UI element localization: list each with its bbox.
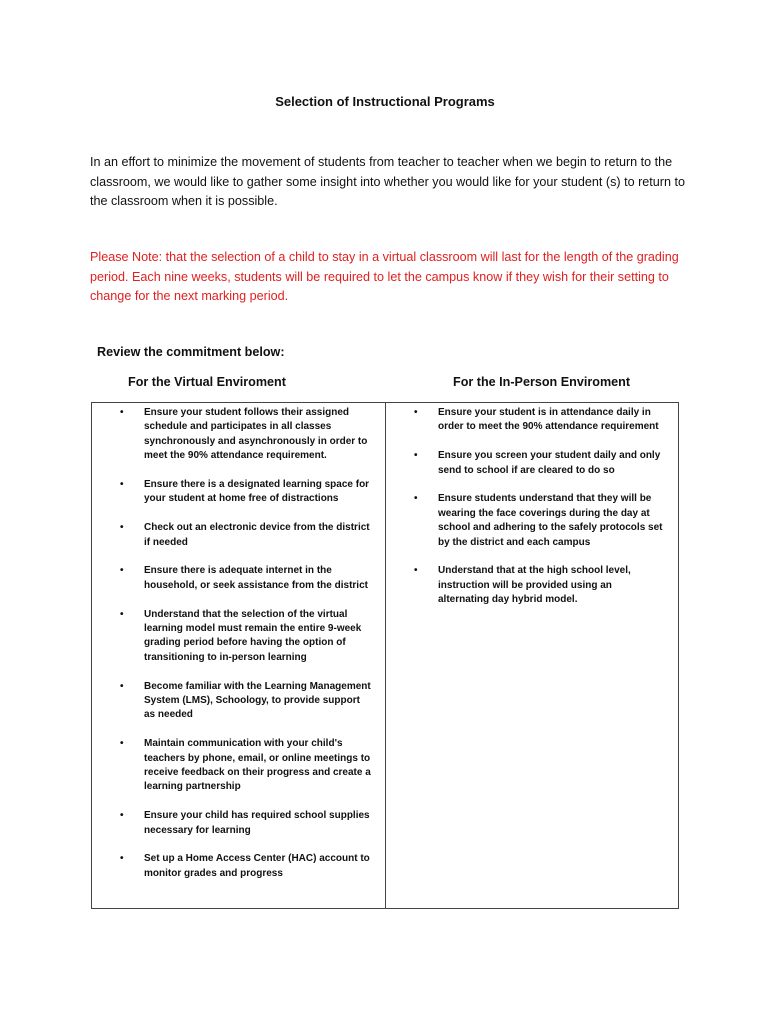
bullet-icon: • bbox=[414, 493, 418, 505]
list-item bbox=[92, 852, 385, 881]
list-item bbox=[92, 809, 385, 838]
list-item bbox=[92, 521, 385, 550]
list-item bbox=[386, 564, 679, 607]
list-item-text: Understand that at the high school level, instruction will be provided using an alternating day hybrid model. bbox=[438, 565, 631, 606]
list-item-text: Become familiar with the Learning Management System (LMS), Schoology, to provide support as needed bbox=[144, 680, 371, 721]
intro-paragraph: In an effort to minimize the movement of students from teacher to teacher when we begin to return to the classroom, we would like to gather some insight into whether you would like for your student (s) to return to the classroom when it is possible. bbox=[90, 155, 685, 208]
in-person-commitment-list bbox=[386, 406, 679, 622]
list-item-text: Ensure there is a designated learning space for your student at home free of distractions bbox=[144, 479, 370, 505]
list-item bbox=[386, 406, 679, 435]
list-item bbox=[386, 492, 679, 550]
list-item-text: Ensure your student is in attendance daily in order to meet the 90% attendance requirement bbox=[438, 407, 659, 433]
list-item bbox=[386, 449, 679, 478]
list-item-text: Set up a Home Access Center (HAC) account to monitor grades and progress bbox=[144, 853, 370, 879]
bullet-icon: • bbox=[120, 407, 124, 418]
bullet-icon: • bbox=[120, 479, 124, 491]
list-item-text: Ensure you screen your student daily and only send to school if are cleared to do so bbox=[438, 450, 661, 476]
list-item-text: Understand that the selection of the virtual learning model must remain the entire 9-week grading period before having the option of transitioning to in-person learning bbox=[144, 608, 362, 663]
list-item bbox=[92, 608, 385, 666]
list-item-text: Ensure your child has required school supplies necessary for learning bbox=[144, 810, 370, 836]
note-paragraph: Please Note: that the selection of a child to stay in a virtual classroom will last for the length of the grading period. Each nine weeks, students will be required to let the campus know if they wish for their setting to change for the next marking period. bbox=[90, 250, 679, 303]
commitment-table bbox=[91, 402, 679, 909]
list-item bbox=[92, 680, 385, 723]
list-item-text: Ensure your student follows their assigned schedule and participates in all classes synchronously and asynchronously in order to meet the 90% attendance requirement. bbox=[144, 407, 368, 462]
list-item bbox=[92, 478, 385, 507]
list-item bbox=[92, 737, 385, 795]
review-heading: Review the commitment below: bbox=[97, 345, 285, 359]
list-item bbox=[92, 406, 385, 464]
list-item bbox=[92, 564, 385, 593]
bullet-icon: • bbox=[414, 407, 418, 418]
bullet-icon: • bbox=[120, 853, 124, 865]
list-item-text: Check out an electronic device from the district if needed bbox=[144, 522, 370, 548]
bullet-icon: • bbox=[120, 680, 124, 692]
bullet-icon: • bbox=[120, 810, 124, 822]
virtual-column-heading: For the Virtual Enviroment bbox=[128, 375, 286, 389]
bullet-icon: • bbox=[120, 522, 124, 534]
bullet-icon: • bbox=[414, 450, 418, 462]
page-title: Selection of Instructional Programs bbox=[275, 94, 495, 109]
bullet-icon: • bbox=[414, 565, 418, 577]
list-item-text: Maintain communication with your child's teachers by phone, email, or online meetings to receive feedback on their progress and create a learning partnership bbox=[144, 738, 371, 793]
bullet-icon: • bbox=[120, 608, 124, 620]
in-person-column-heading: For the In-Person Enviroment bbox=[453, 375, 631, 389]
bullet-icon: • bbox=[120, 565, 124, 577]
list-item-text: Ensure students understand that they will be wearing the face coverings during the day at school and adhering to the safely protocols set by the district and each campus bbox=[438, 493, 663, 548]
bullet-icon: • bbox=[120, 738, 124, 750]
list-item-text: Ensure there is adequate internet in the household, or seek assistance from the district bbox=[144, 565, 368, 591]
virtual-commitment-list bbox=[92, 406, 385, 896]
